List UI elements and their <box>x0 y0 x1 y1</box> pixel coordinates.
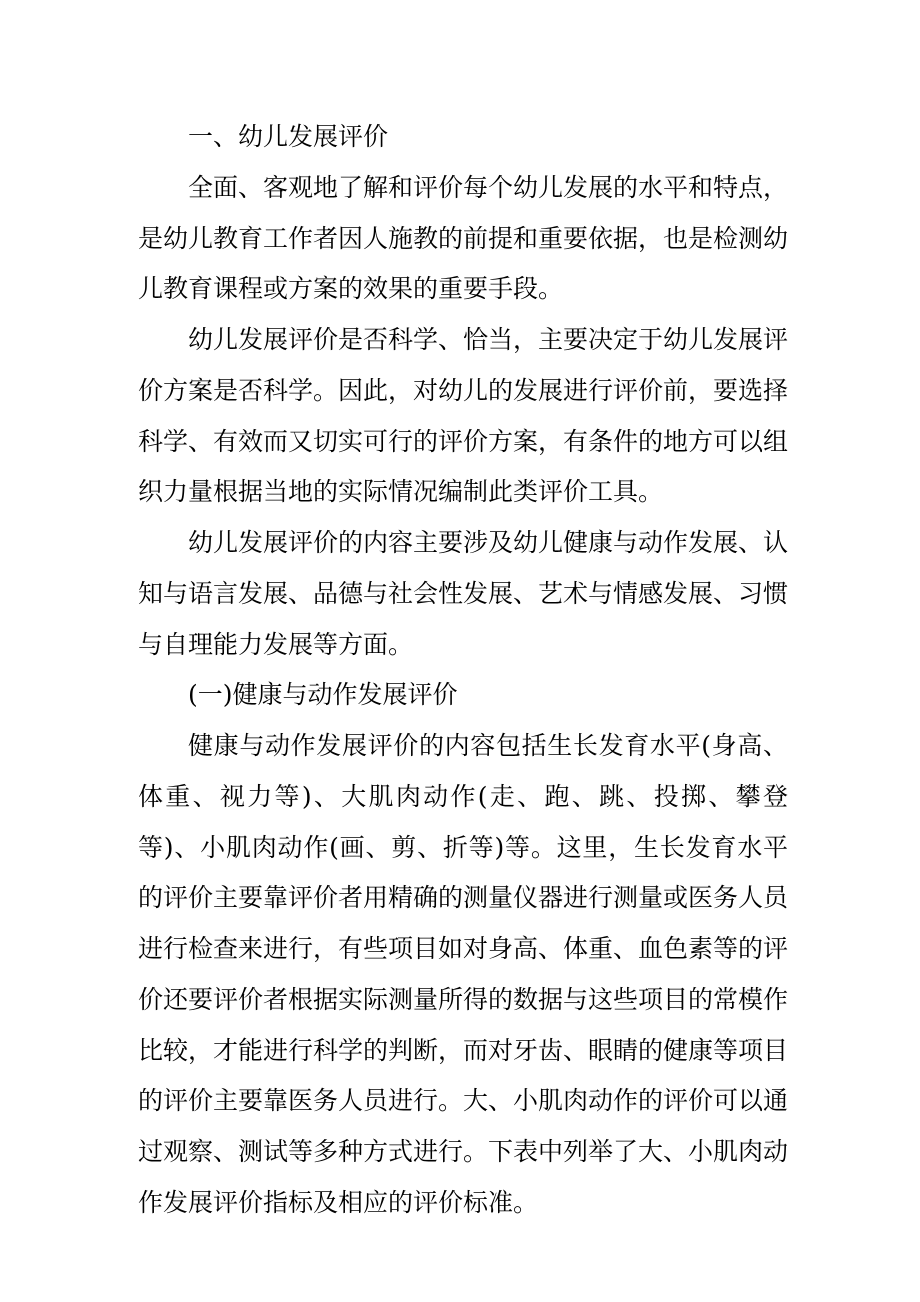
document-body <box>138 112 788 1229</box>
section-heading: 一、幼儿发展评价 <box>188 122 389 151</box>
paragraph-evaluation-content: 幼儿发展评价的内容主要涉及幼儿健康与动作发展、认知与语言发展、品德与社会性发展、艺术与情感发展、习惯与自理能力发展等方面。 <box>138 528 789 659</box>
paragraph-health-motor: 健康与动作发展评价的内容包括生长发育水平(身高、体重、视力等)、大肌肉动作(走、跑、跳、投掷、攀登等)、小肌肉动作(画、剪、折等)等。这里，生长发育水平的评价主要靠评价者用精确的测量仪器进行测量或医务人员进行检查来进行，有些项目如对身高、体重、血色素等的评价还要评价者根据实际测量所得的数据与这些项目的常模作比较，才能进行科学的判断，而对牙齿、眼睛的健康等项目的评价主要靠医务人员进行。大、小肌肉动作的评价可以通过观察、测试等多种方式进行。下表中列举了大、小肌肉动作发展评价指标及相应的评价标准。 <box>138 731 789 1217</box>
subsection-heading: (一)健康与动作发展评价 <box>188 680 458 710</box>
paragraph-intro: 全面、客观地了解和评价每个幼儿发展的水平和特点，是幼儿教育工作者因人施教的前提和重要依据，也是检测幼儿教育课程或方案的效果的重要手段。 <box>138 172 789 304</box>
paragraph-evaluation-plan: 幼儿发展评价是否科学、恰当，主要决定于幼儿发展评价方案是否科学。因此，对幼儿的发展进行评价前，要选择科学、有效而又切实可行的评价方案，有条件的地方可以组织力量根据当地的实际情况编制此类评价工具。 <box>138 325 789 507</box>
